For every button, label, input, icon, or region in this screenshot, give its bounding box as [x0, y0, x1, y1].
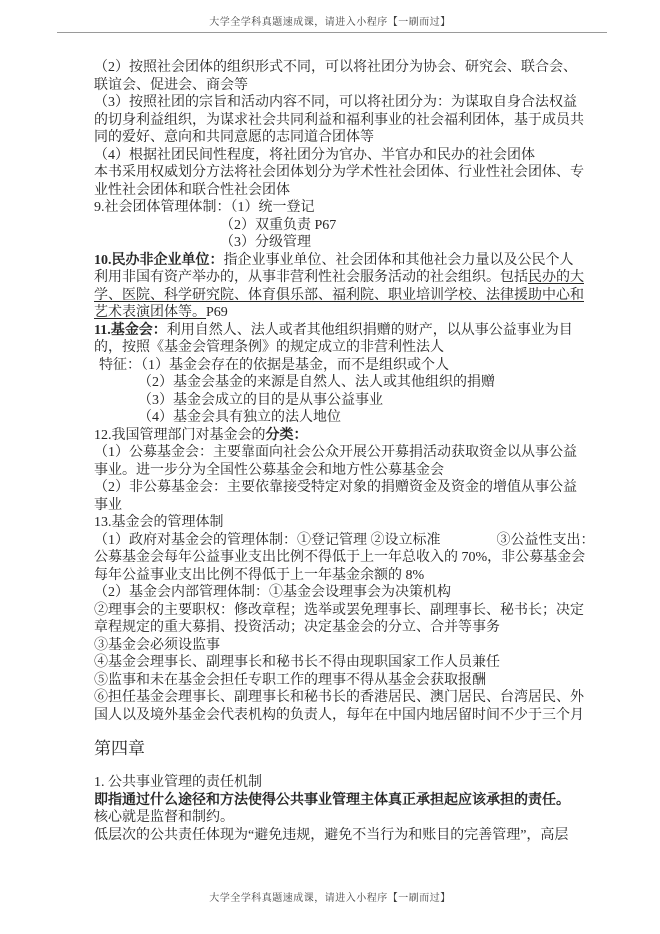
text-run: 低层次的公共责任体现为“避免违规，避免不当行为和账目的完善管理”，高层	[94, 827, 569, 843]
text-run: 事业。进一步分为全国性公募基金会和地方性公募基金会	[94, 462, 444, 478]
text-run: 公募基金会每年公益事业支出比例不得低于上一年总收入的 70%，非公募基金会	[94, 550, 586, 565]
text-line	[94, 497, 594, 515]
text-run: 11.基金会：	[94, 322, 167, 338]
chapter-heading	[94, 737, 594, 761]
text-run: （4）基金会具有独立的法人地位	[138, 410, 341, 425]
text-run: （3）分级管理	[220, 235, 311, 250]
text-line	[94, 252, 594, 270]
text-line	[94, 129, 594, 147]
text-run: 第四章	[94, 739, 145, 758]
text-line	[94, 567, 594, 585]
text-line	[94, 199, 594, 217]
text-run: （3）基金会成立的目的是从事公益事业	[138, 392, 383, 408]
text-line	[94, 427, 594, 445]
text-line	[94, 59, 594, 77]
text-line	[94, 217, 594, 235]
text-line	[94, 287, 594, 305]
text-run: 即指通过什么途径和方法使得公共事业管理主体真正承担起应该承担的责任。	[94, 792, 570, 808]
text-run: 的切身利益组织，为谋求社会共同利益和福利事业的社会福利团体，基于成员共	[94, 112, 584, 128]
text-run: （1）政府对基金会的管理体制：①登记管理 ②设立标准 ③公益性支出：	[94, 532, 595, 548]
text-line	[94, 147, 594, 165]
text-run: （3）按照社团的宗旨和活动内容不同，可以将社团分为：为谋取自身合法权益	[94, 95, 577, 110]
text-run: P69	[206, 305, 228, 320]
text-run: 本书采用权威划分方法将社会团体划分为学术性社会团体、行业性社会团体、专	[94, 165, 584, 180]
text-run: 学、医院、科学研究院、体育俱乐部、福利院、职业培训学校、法律援助中心和	[94, 287, 584, 303]
text-run: ④基金会理事长、副理事长和秘书长不得由现职国家工作人员兼任	[94, 655, 500, 670]
text-line	[94, 479, 594, 497]
text-line	[94, 549, 594, 567]
text-run: 事业	[94, 497, 122, 513]
text-run: ③基金会必须设监事	[94, 637, 220, 653]
text-run: （2）基金会内部管理体制：①基金会设理事会为决策机构	[94, 585, 451, 600]
text-line	[94, 444, 594, 462]
text-run: ⑤监事和未在基金会担任专职工作的理事不得从基金会获取报酬	[94, 672, 486, 688]
text-run: 每年公益事业支出比例不得低于上一年基金余额的 8%	[94, 567, 425, 583]
text-line	[94, 809, 594, 827]
text-line	[94, 392, 594, 410]
text-line	[94, 234, 594, 252]
text-line	[94, 827, 594, 845]
text-line	[94, 462, 594, 480]
text-line	[94, 164, 594, 182]
text-run: （4）根据社团民间性程度，将社团分为官办、半官办和民办的社会团体	[94, 147, 535, 163]
text-line	[94, 409, 594, 427]
footer-note: 大学全学科真题速成课，请进入小程序【一刷而过】	[209, 893, 451, 904]
text-line	[94, 707, 594, 725]
text-run: ⑥担任基金会理事长、副理事长和秘书长的香港居民、澳门居民、台湾居民、外	[94, 690, 584, 705]
text-run: 章程规定的重大募捐、投资活动；决定基金会的分立、合并等事务	[94, 620, 500, 635]
text-run: 的，按照《基金会管理条例》的规定成立的非营利性法人	[94, 340, 444, 355]
text-run: 艺术表演团体等。	[94, 305, 206, 320]
text-run: 分类：	[265, 427, 308, 443]
text-run: 国人以及境外基金会代表机构的负责人，每年在中国内地居留时间不少于三个月	[94, 707, 584, 723]
text-run: 9.社会团体管理体制：（1）统一登记	[94, 200, 315, 215]
text-line	[94, 269, 594, 287]
text-line	[94, 77, 594, 95]
text-run: ②理事会的主要职权：修改章程；选举或罢免理事长、副理事长、秘书长；决定	[94, 602, 584, 618]
text-run: 利用自然人、法人或者其他组织捐赠的财产，以从事公益事业为目	[166, 322, 573, 338]
text-line	[94, 514, 594, 532]
text-line	[94, 94, 594, 112]
text-line	[94, 774, 594, 792]
text-run: （2）非公募基金会：主要依靠接受特定对象的捐赠资金及资金的增值从事公益	[94, 480, 577, 495]
text-line	[94, 339, 594, 357]
text-run: （2）按照社会团体的组织形式不同，可以将社团分为协会、研究会、联合会、	[94, 60, 577, 75]
text-line	[94, 689, 594, 707]
text-line	[94, 112, 594, 130]
text-run: 13.基金会的管理体制	[94, 515, 224, 530]
text-run: 特征：（1）基金会存在的依据是基金，而不是组织或个人	[99, 357, 449, 373]
text-line	[94, 637, 594, 655]
text-line	[94, 357, 594, 375]
text-run: 核心就是监督和制约。	[94, 810, 234, 825]
text-run: 10.民办非企业单位：	[94, 252, 224, 268]
text-line	[94, 532, 594, 550]
header-divider	[57, 32, 607, 33]
text-run: （2）双重负责 P67	[220, 217, 337, 233]
text-line	[94, 584, 594, 602]
text-line	[94, 672, 594, 690]
text-run: （2）基金会基金的来源是自然人、法人或其他组织的捐赠	[138, 375, 495, 390]
text-line	[94, 602, 594, 620]
text-run: 业性社会团体和联合性社会团体	[94, 182, 290, 198]
text-line	[94, 374, 594, 392]
text-line	[94, 654, 594, 672]
text-line	[94, 322, 594, 340]
header-note: 大学全学科真题速成课，请进入小程序【一刷而过】	[209, 17, 451, 28]
text-run: 12.我国管理部门对基金会的	[94, 427, 266, 443]
text-line	[94, 182, 594, 200]
text-run: 民办的大	[528, 270, 584, 285]
document-body	[94, 59, 594, 844]
text-run: 联谊会、促进会、商会等	[94, 77, 248, 93]
text-line	[94, 619, 594, 637]
text-run: （1）公募基金会：主要靠面向社会公众开展公开募捐活动获取资金以从事公益	[94, 445, 577, 460]
text-run: 利用非国有资产举办的，从事非营利性社会服务活动的社会组织。包括	[94, 270, 528, 285]
text-run: 同的爱好、意向和共同意愿的志同道合团体等	[94, 130, 374, 145]
text-line	[94, 792, 594, 810]
text-run: 1. 公共事业管理的责任机制	[94, 775, 262, 790]
text-line	[94, 304, 594, 322]
text-run: 指企业事业单位、社会团体和其他社会力量以及公民个人	[223, 252, 574, 268]
